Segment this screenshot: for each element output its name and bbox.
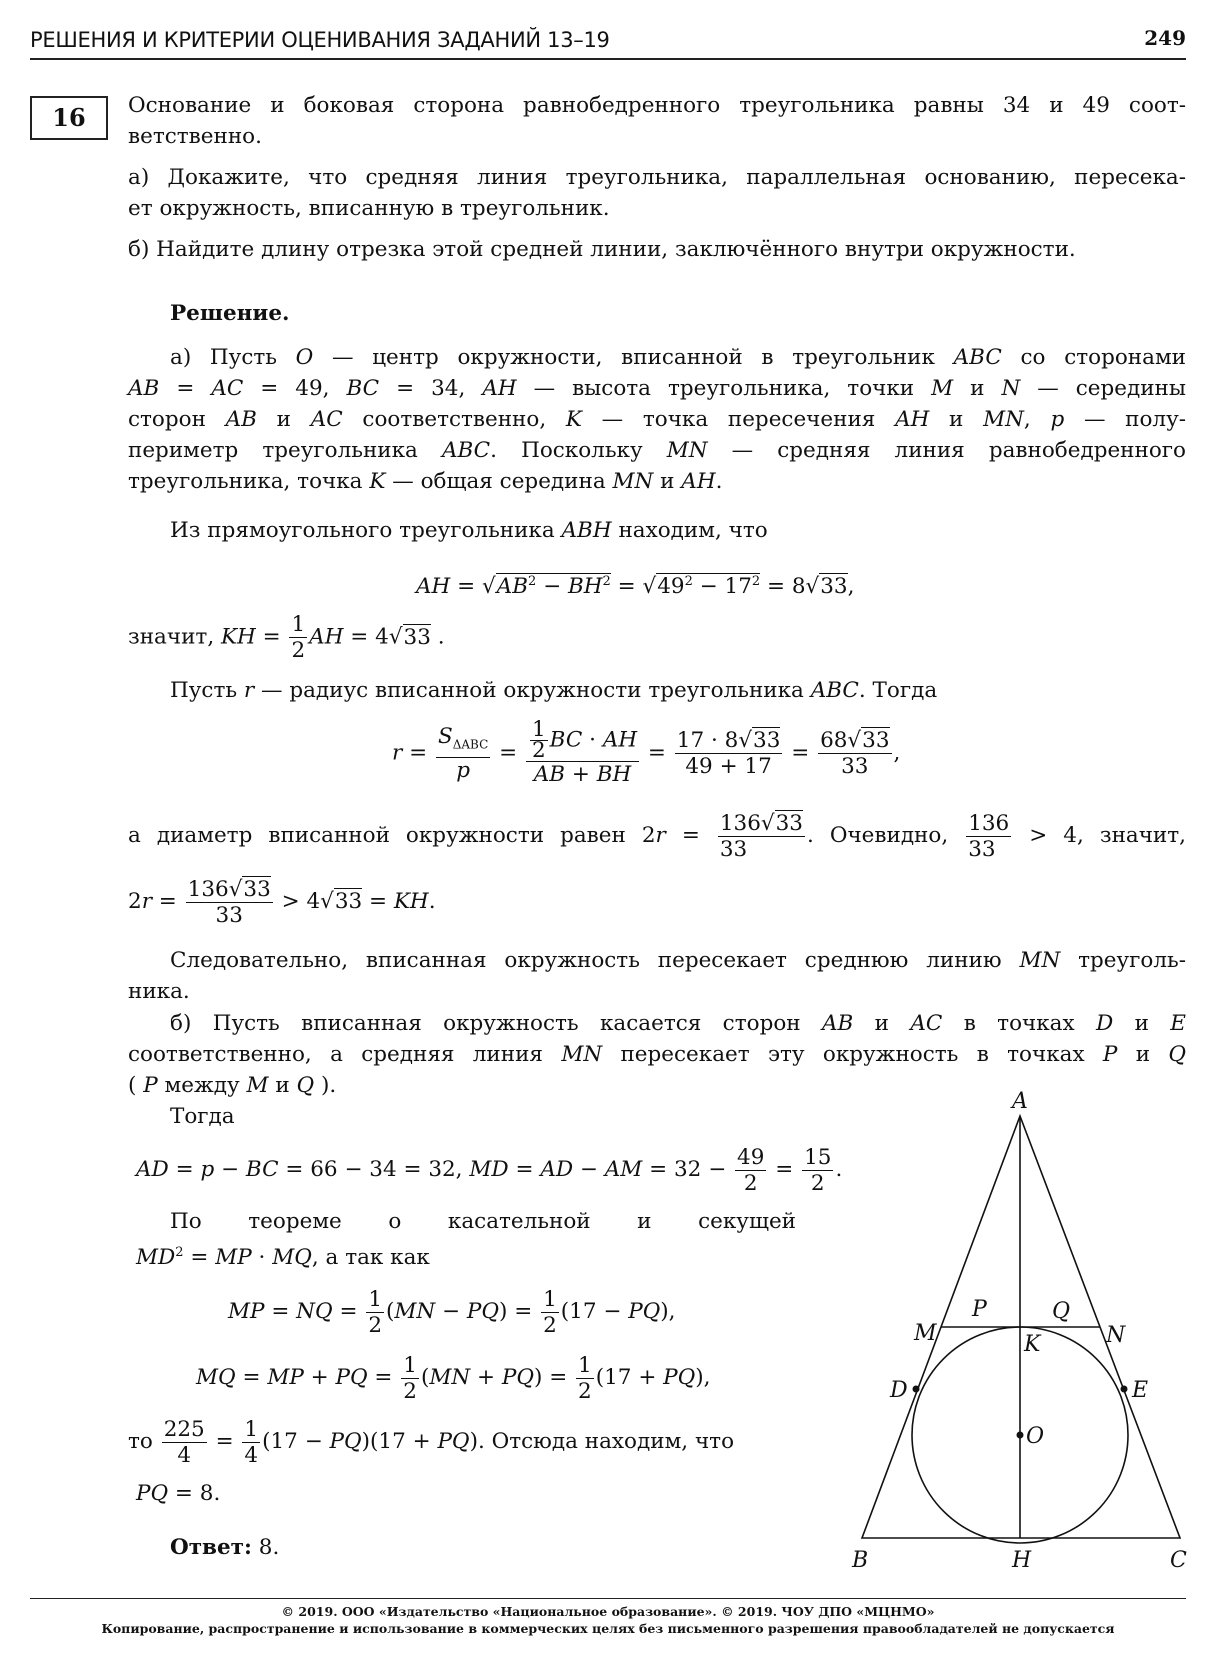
answer (170, 1532, 279, 1563)
triangle-figure (840, 1080, 1200, 1570)
formula-225: то $\frac{225}{4}$ = $\frac{1}{4}$ (17 − PQ)(17 + PQ). Отсюда находим, что (128, 1416, 735, 1468)
label-o: O (1026, 1424, 1045, 1449)
page-footer (30, 1598, 1186, 1637)
formula-r: r = $\frac{S_{\Delta ABC}}{p}$ = $\frac{1}{2}$ BC · AH AB + BH = $\frac{17 \cdot 8√33}{49 + 17}$ = $\frac{68√33}{33}$ , (392, 717, 901, 787)
formula-ah: AH = $√AB^2 - BH^2 = √49^2 - 17^2 = 8√33$, (416, 574, 855, 600)
page-header (30, 24, 1186, 60)
sol-a-line1: а) Пусть O — центр окружности, вписанной в треугольник ABC со сторонами (170, 345, 1187, 370)
label-q: Q (1052, 1299, 1071, 1324)
label-c: C (1170, 1548, 1187, 1570)
sol-a-line2: AB = AC = 49, BC = 34, AH — высота треугольника, точки M и N — середины (128, 376, 1187, 401)
label-m: M (914, 1321, 937, 1346)
solution-heading: Решение. (170, 301, 290, 326)
label-k: K (1024, 1332, 1041, 1357)
formula-mp: MP = NQ = $\frac{1}{2}$ (MN − PQ) = $\frac{1}{2}$ (17 − PQ), (228, 1286, 676, 1338)
formula-2r: 2r = $\frac{136√33}{33}$ > 4√33 = KH. (128, 876, 436, 928)
sol-a-line6: Из прямоугольного треугольника ABH находим, что (170, 518, 768, 543)
sol-a-line5: треугольника, точка K — общая середина MN и AH. (128, 469, 723, 494)
answer-value: 8. (258, 1535, 280, 1560)
point-o (1017, 1432, 1024, 1439)
sol-b-line3: ( P между M и Q ). (128, 1073, 337, 1098)
sol-a-conclusion2: ника. (128, 979, 190, 1004)
task-number: 16 (30, 96, 108, 140)
label-h: H (1012, 1548, 1032, 1570)
task-statement-line2: ветственно. (128, 124, 262, 149)
task-part-b: б) Найдите длину отрезка этой средней линии, заключённого внутри окружности. (128, 237, 1076, 262)
sol-b-line1: б) Пусть вписанная окружность касается сторон AB и AC в точках D и E (170, 1011, 1186, 1036)
formula-mq: MQ = MP + PQ = $\frac{1}{2}$ (MN + PQ) = $\frac{1}{2}$ (17 + PQ), (196, 1352, 711, 1404)
sol-a-diameter: а диаметр вписанной окружности равен 2r = $\frac{136√33}{33}$ . Очевидно, $\frac{136}{33}$ > 4, значит, (128, 810, 1186, 862)
label-a: A (1012, 1089, 1028, 1114)
sol-b-theorem2: $MD^2$ = MP · MQ, а так как (136, 1245, 430, 1271)
label-n: N (1106, 1323, 1126, 1348)
point-e (1121, 1386, 1128, 1393)
label-d: D (890, 1378, 908, 1403)
formula-pq: PQ = 8. (136, 1481, 221, 1506)
sol-b-theorem1: По теореме о касательной и секущей (170, 1209, 796, 1234)
label-b: B (852, 1548, 869, 1570)
label-p: P (972, 1297, 987, 1322)
point-d (913, 1386, 920, 1393)
sol-a-line3: сторон AB и AC соответственно, K — точка пересечения AH и MN, p — полу- (128, 407, 1186, 432)
sol-b-line2: соответственно, а средняя линия MN пересекает эту окружность в точках P и Q (128, 1042, 1187, 1067)
task-part-a-line2: ет окружность, вписанную в треугольник. (128, 196, 610, 221)
sol-a-conclusion1: Следовательно, вписанная окружность пересекает среднюю линию MN треуголь- (170, 948, 1186, 973)
formula-kh: значит, KH = $\frac{1}{2}$ AH = 4√33 . (128, 612, 445, 663)
footer-disclaimer: Копирование, распространение и использование в коммерческих целях без письменного разрешения правообладателей не допускается (101, 1621, 1115, 1636)
sol-b-then: Тогда (170, 1104, 235, 1129)
sol-a-line4: периметр треугольника ABC. Поскольку MN — средняя линия равнобедренного (128, 438, 1186, 463)
sol-a-radius: Пусть r — радиус вписанной окружности треугольника ABC. Тогда (170, 678, 938, 703)
formula-ad: AD = p − BC = 66 − 34 = 32, MD = AD − AM = 32 − $\frac{49}{2}$ = $\frac{15}{2}$ . (136, 1144, 843, 1196)
task-statement-line1: Основание и боковая сторона равнобедренного треугольника равны 34 и 49 соот- (128, 93, 1186, 118)
header-title: РЕШЕНИЯ И КРИТЕРИИ ОЦЕНИВАНИЯ ЗАДАНИЙ 13–19 (30, 28, 610, 52)
page-number: 249 (1144, 26, 1186, 50)
footer-copyright: © 2019. ООО «Издательство «Национальное образование». © 2019. ЧОУ ДПО «МЦНМО» (281, 1604, 935, 1619)
label-e: E (1132, 1378, 1149, 1403)
answer-label: Ответ: (170, 1535, 252, 1560)
task-part-a-line1: а) Докажите, что средняя линия треугольника, параллельная основанию, пересека- (128, 165, 1186, 190)
